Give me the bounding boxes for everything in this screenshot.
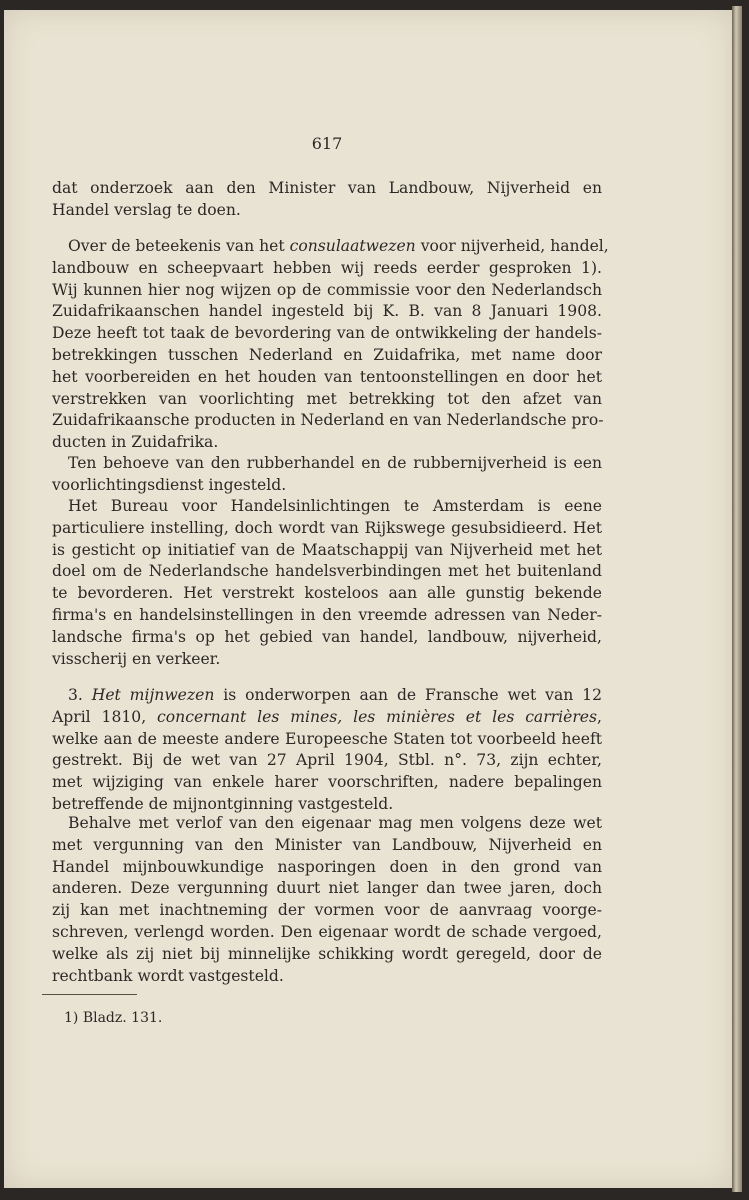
paragraph-6 xyxy=(52,813,602,987)
page-edge xyxy=(732,6,742,1192)
text-line: Handel verslag te doen. xyxy=(52,200,241,219)
text-line: April 1810, concernant les mines, les minières et les carrières, xyxy=(52,707,602,726)
text-line: visscherij en verkeer. xyxy=(52,649,221,668)
text-line: Behalve met verlof van den eigenaar mag men volgens deze wet xyxy=(68,814,602,832)
paragraph-5 xyxy=(52,685,602,816)
text-line: dat onderzoek aan den Minister van Landbouw, Nijverheid en xyxy=(52,179,602,197)
text-line: welke aan de meeste andere Europeesche Staten tot voorbeeld heeft xyxy=(52,729,602,748)
text-line: met vergunning van den Minister van Landbouw, Nijverheid en xyxy=(52,835,602,854)
paragraph-4 xyxy=(52,496,602,670)
text-line: Het Bureau voor Handelsinlichtingen te Amsterdam is eene xyxy=(68,497,602,515)
text-line: gestrekt. Bij de wet van 27 April 1904, Stbl. n°. 73, zijn echter, xyxy=(52,751,602,770)
text-line: Handel mijnbouwkundige nasporingen doen in den grond van xyxy=(52,857,602,876)
text-line: landsche firma's op het gebied van handel, landbouw, nijverheid, xyxy=(52,627,602,646)
text-line: welke als zij niet bij minnelijke schikking wordt geregeld, door de xyxy=(52,944,602,963)
text-line: landbouw en scheepvaart hebben wij reeds eerder gesproken 1). xyxy=(52,258,602,277)
text-line: ducten in Zuidafrika. xyxy=(52,433,219,452)
book-page xyxy=(4,10,732,1188)
text-line: voorlichtingsdienst ingesteld. xyxy=(52,475,287,494)
text-line: Ten behoeve van den rubberhandel en de rubbernijverheid is een xyxy=(68,454,602,472)
text-line: zij kan met inachtneming der vormen voor de aanvraag voorge- xyxy=(52,901,602,920)
paragraph-2 xyxy=(52,236,609,454)
text-line: te bevorderen. Het verstrekt kosteloos aan alle gunstig bekende xyxy=(52,584,602,603)
text-line: rechtbank wordt vastgesteld. xyxy=(52,966,284,985)
text-line: het voorbereiden en het houden van tentoonstellingen en door het xyxy=(52,367,602,386)
footnote: 1) Bladz. 131. xyxy=(64,1010,163,1026)
text-line: 3. Het mijnwezen is onderworpen aan de Fransche wet van 12 xyxy=(68,686,602,704)
text-line: Wij kunnen hier nog wijzen op de commissie voor den Nederlandsch xyxy=(52,280,602,299)
text-line: verstrekken van voorlichting met betrekking tot den afzet van xyxy=(52,389,602,408)
text-line: Over de beteekenis van het consulaatwezen voor nijverheid, handel, xyxy=(68,237,609,255)
footnote-divider xyxy=(42,994,137,995)
paragraph-1 xyxy=(52,178,602,222)
text-line: schreven, verlengd worden. Den eigenaar wordt de schade vergoed, xyxy=(52,922,602,941)
text-line: betreffende de mijnontginning vastgesteld. xyxy=(52,794,394,813)
text-line: Zuidafrikaanschen handel ingesteld bij K. B. van 8 Januari 1908. xyxy=(52,302,602,321)
text-line: Deze heeft tot taak de bevordering van de ontwikkeling der handels- xyxy=(52,324,602,343)
paragraph-3 xyxy=(52,453,602,497)
text-line: firma's en handelsinstellingen in den vreemde adressen van Neder- xyxy=(52,605,602,624)
text-line: doel om de Nederlandsche handelsverbindingen met het buitenland xyxy=(52,562,602,581)
text-line: met wijziging van enkele harer voorschriften, nadere bepalingen xyxy=(52,773,602,792)
text-line: betrekkingen tusschen Nederland en Zuidafrika, met name door xyxy=(52,345,602,364)
text-line: particuliere instelling, doch wordt van Rijkswege gesubsidieerd. Het xyxy=(52,518,602,537)
text-line: is gesticht op initiatief van de Maatschappij van Nijverheid met het xyxy=(52,540,602,559)
page-number: 617 xyxy=(311,134,343,153)
text-line: Zuidafrikaansche producten in Nederland en van Nederlandsche pro- xyxy=(52,411,604,430)
text-line: anderen. Deze vergunning duurt niet langer dan twee jaren, doch xyxy=(52,879,602,898)
